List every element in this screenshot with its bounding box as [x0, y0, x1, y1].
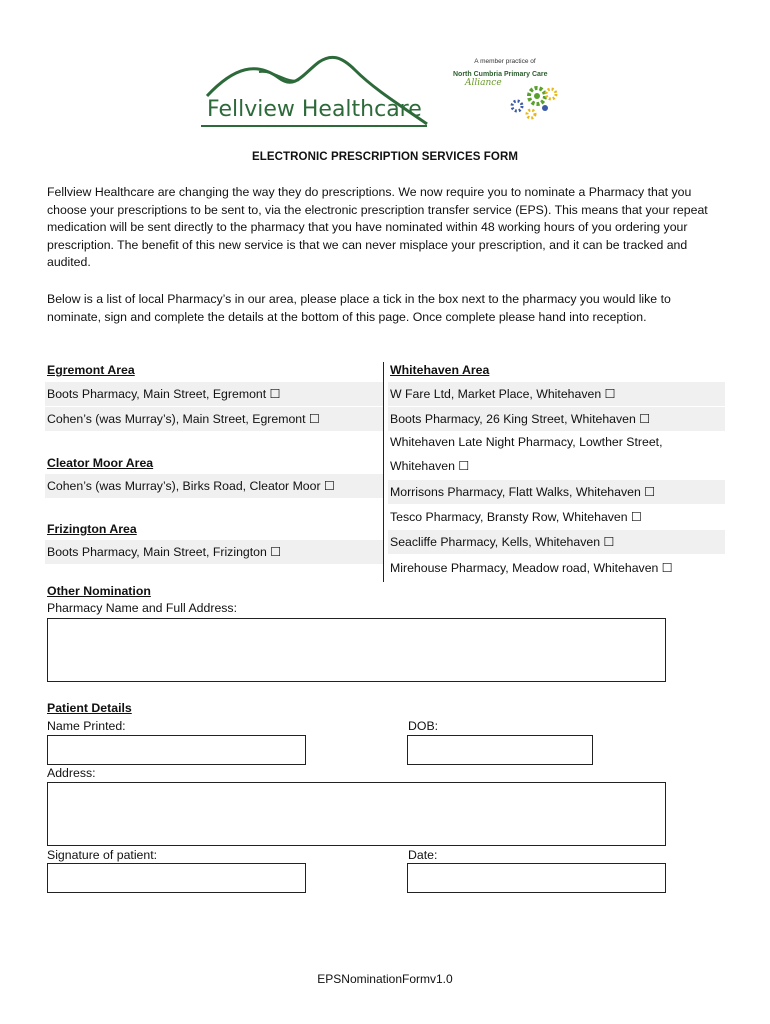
- other-pharmacy-field[interactable]: [47, 618, 666, 682]
- date-label: Date:: [408, 848, 438, 862]
- egremont-heading: Egremont Area: [47, 363, 135, 377]
- other-nomination-heading: Other Nomination: [47, 584, 151, 598]
- pharmacy-option[interactable]: Boots Pharmacy, Main Street, Frizington ☐: [45, 540, 383, 564]
- pharmacy-option[interactable]: Mirehouse Pharmacy, Meadow road, Whitehaven ☐: [390, 561, 673, 575]
- whitehaven-heading: Whitehaven Area: [390, 363, 490, 377]
- footer-version: EPSNominationFormv1.0: [317, 972, 453, 986]
- pharmacy-option[interactable]: W Fare Ltd, Market Place, Whitehaven ☐: [388, 382, 725, 406]
- signature-field[interactable]: [47, 863, 306, 893]
- name-printed-field[interactable]: [47, 735, 306, 765]
- date-field[interactable]: [407, 863, 666, 893]
- patient-details-heading: Patient Details: [47, 701, 132, 715]
- member-text: A member practice of: [474, 58, 536, 65]
- pharmacy-option[interactable]: Morrisons Pharmacy, Flatt Walks, Whitehaven ☐: [388, 480, 725, 504]
- signature-label: Signature of patient:: [47, 848, 158, 862]
- column-divider: [383, 362, 384, 582]
- pharmacy-option[interactable]: Tesco Pharmacy, Bransty Row, Whitehaven ☐: [390, 510, 643, 524]
- pharmacy-option[interactable]: Boots Pharmacy, 26 King Street, Whitehaven ☐: [388, 407, 725, 431]
- frizington-heading: Frizington Area: [47, 522, 137, 536]
- gears-icon: [505, 82, 565, 122]
- form-title: ELECTRONIC PRESCRIPTION SERVICES FORM: [251, 151, 519, 163]
- alliance-word: Alliance: [465, 78, 502, 88]
- alliance-org-name: North Cumbria Primary Care: [453, 71, 548, 78]
- pharmacy-option[interactable]: Cohen’s (was Murray’s), Main Street, Egremont ☐: [45, 407, 383, 431]
- pharmacy-address-label: Pharmacy Name and Full Address:: [47, 601, 238, 615]
- pharmacy-option-line2[interactable]: Whitehaven ☐: [390, 459, 470, 473]
- logo-text: Fellview Healthcare: [207, 97, 422, 122]
- name-printed-label: Name Printed:: [47, 719, 126, 733]
- intro-paragraph: Fellview Healthcare are changing the way they do prescriptions. We now require you to nominate a Pharmacy that you choose your prescriptions to be sent to, via the electronic prescription transfer service (EPS). This means that your repeat medication will be sent directly to the pharmacy that you have nominated within 48 working hours of you ordering your prescription. The benefit of this new service is that we can never misplace your prescription, and it can be tracked and audited.: [47, 185, 708, 270]
- dob-field[interactable]: [407, 735, 593, 765]
- pharmacy-option[interactable]: Seacliffe Pharmacy, Kells, Whitehaven ☐: [388, 530, 725, 554]
- cleator-moor-heading: Cleator Moor Area: [47, 456, 154, 470]
- dob-label: DOB:: [408, 719, 439, 733]
- pharmacy-option[interactable]: Boots Pharmacy, Main Street, Egremont ☐: [45, 382, 383, 406]
- address-field[interactable]: [47, 782, 666, 846]
- address-label: Address:: [47, 766, 96, 780]
- pharmacy-option-line1[interactable]: Whitehaven Late Night Pharmacy, Lowther Street,: [390, 435, 663, 449]
- fellview-healthcare-logo: [195, 48, 445, 130]
- instructions-paragraph: Below is a list of local Pharmacy’s in our area, please place a tick in the box next to the pharmacy you would like to nominate, sign and complete the details at the bottom of this page. Once complete please hand into reception.: [47, 292, 671, 324]
- pharmacy-option[interactable]: Cohen’s (was Murray’s), Birks Road, Cleator Moor ☐: [45, 474, 383, 498]
